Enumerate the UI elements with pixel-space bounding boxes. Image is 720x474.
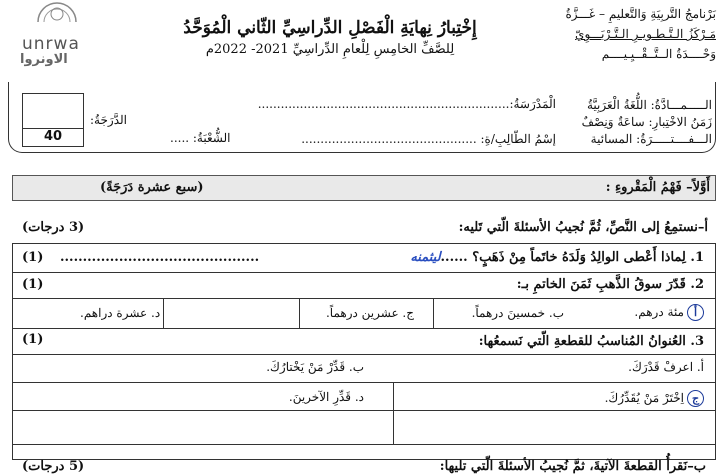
instruction-b: ب–نَقرأُ القطعةَ الآتيةَ، ثمَّ نُجيبُ الأسئلةَ الّتي تليها: [439,459,706,474]
col-divider [299,298,300,328]
col-divider [393,382,394,444]
selected-circle-icon: ج [687,390,704,407]
selected-circle-icon: أ [687,304,704,321]
exam-title: إِخْتِبارُ نِهايَةِ الْفَصْلِ الدِّراسِيِّ الثّاني الْمُوَحَّدُ [183,18,477,38]
division-field[interactable]: الشُّعْبَةُ: ..... [170,131,231,145]
row-divider [13,444,715,445]
row-divider [13,272,715,273]
logo-arabic-text: الاونروا [20,52,68,67]
subject-line: الـــــمـــادَّةُ: اللُّغَةُ الْعَرَبِيَّةُ [587,98,712,112]
question-1-dots: ............................................ [60,250,260,265]
question-1-marks: (1) [22,250,44,265]
section-marks: (سبع عشرة دَرَجَةً) [100,180,204,195]
instruction-a: أ–نستمِعُ إلى النَّصِّ، ثُمَّ نُجيبُ الأسئلةَ الّتي تَليه: [458,220,708,235]
grade-box[interactable] [22,93,84,129]
row-divider [13,410,715,411]
row-divider [13,354,715,355]
q3-option-b[interactable]: ب. قَدِّرْ مَنْ يَخْتارُكَ. [266,360,364,374]
q2-option-c[interactable]: ج. عشرين درهماً. [325,306,414,320]
program-header [506,4,716,64]
question-1-text: 1. لِماذا أَعْطى الوالِدُ وَلَدَهُ خاتَماً مِنْ ذَهَبٍ؟ ...... [440,250,704,265]
handwritten-answer[interactable]: ليثمنه [410,250,441,265]
col-divider [163,298,164,328]
q3-option-c[interactable] [605,390,704,407]
q2-option-a-text: مئة درهم. [634,305,684,319]
row-divider [13,298,715,299]
program-name: بَرْنامجُ التَّربِيَةِ وَالتَّعليمِ – غَـــزَّةُ [565,7,716,21]
unrwa-logo [8,0,118,82]
row-divider [13,382,715,383]
question-3-text: 3. العُنوانُ المُناسبُ للقطعةِ الّتي نَسمعُها: [478,334,704,349]
instruction-a-marks: (3 درجات) [22,220,85,235]
un-emblem-icon [34,0,80,22]
question-1 [410,250,704,265]
semester-line: الـــفــــتـــــرَةُ: المسائية [590,132,712,146]
exam-subtitle: لِلصَّفِّ الخامِسِ لِلْعامِ الدِّراسِيِّ 2021- 2022م [205,42,455,57]
exam-time-line: زَمَنُ الاخْتِبارِ: ساعَةٌ وَنِصْفٌ [581,115,712,129]
col-divider [433,298,434,328]
instruction-b-marks: (5 درجات) [22,459,85,474]
grade-total: 40 [22,128,84,147]
question-2-marks: (1) [22,277,44,292]
question-3-marks: (1) [22,332,44,347]
q3-option-c-text: اِخْتَرْ مَنْ يُقَدِّرُكَ. [604,391,684,405]
q2-option-d[interactable]: د. عشرة دراهم. [80,306,161,320]
grade-label: الدَّرَجَةُ: [90,113,127,127]
q3-option-a[interactable]: أ. اعرفْ قَدْرَكَ. [628,360,704,374]
question-2-text: 2. قَدّرَ سوقُ الذَّهبِ ثَمَنَ الخاتمِ بـ: [516,277,704,292]
center-name: مَـرْكَزُ الـتَّـطـويـرِ الـتَّـرْبَـــوِيّ [575,27,716,41]
q2-option-b[interactable]: ب. خمسينَ درهماً. [471,306,564,320]
logo-latin-text: unrwa [22,34,80,54]
student-name-field[interactable]: إسْمُ الطّالِبِ/ةِ: .............................................. [301,132,556,146]
questions-table [12,243,716,460]
row-divider [13,328,715,329]
unit-name: وَحْــــدَةُ الــتَّــقْــيِـيــــم [601,47,716,61]
section-title: أَوَّلاً– فَهْمُ الْمَقْروءِ : [605,180,710,195]
q3-option-d[interactable]: د. قَدِّرِ الآخرينَ. [288,390,364,404]
q2-option-a[interactable] [634,304,704,321]
school-field[interactable]: الْمَدْرَسَةُ:.................................................................. [257,97,556,111]
